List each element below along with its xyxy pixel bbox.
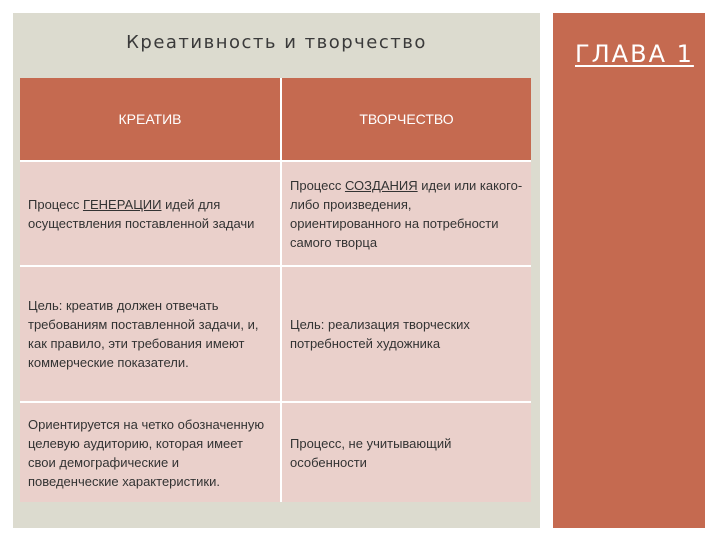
table-cell: [20, 402, 281, 502]
chapter-side-panel: [553, 13, 705, 528]
cell-text: Процесс, не учитывающий особенности: [290, 435, 452, 470]
cell-text: Цель: реализация творческих потребностей художника: [290, 317, 470, 351]
chapter-label: ГЛАВА 1: [575, 40, 694, 68]
table-cell: [20, 161, 281, 266]
cell-text: Процесс: [28, 196, 83, 212]
comparison-table: [20, 78, 531, 502]
header-creative: КРЕАТИВ: [20, 78, 281, 161]
table-cell: [281, 402, 531, 502]
cell-text: Процесс: [290, 177, 345, 193]
slide-title: Креативность и творчество: [126, 32, 427, 53]
table-header-row: [20, 78, 531, 161]
table-row: [20, 161, 531, 266]
table-cell: [281, 266, 531, 402]
table-row: [20, 266, 531, 402]
cell-text: идей для осуществления поставленной задачи: [28, 196, 255, 231]
cell-emphasis: СОЗДАНИЯ: [344, 177, 418, 193]
cell-text: Цель: креатив должен отвечать требованиям поставленной задачи, и, как правило, эти требования имеют коммерческие показатели.: [28, 298, 259, 370]
header-creativity: ТВОРЧЕСТВО: [281, 78, 531, 161]
cell-text: идеи или какого-либо произведения, ориентированного на потребности самого творца: [290, 177, 523, 250]
cell-text: Ориентируется на четко обозначенную целевую аудиторию, которая имеет свои демографические и поведенческие характеристики.: [28, 416, 265, 489]
table-cell: [20, 266, 281, 402]
table-row: [20, 402, 531, 502]
cell-emphasis: ГЕНЕРАЦИИ: [82, 196, 162, 212]
table-cell: [281, 161, 531, 266]
